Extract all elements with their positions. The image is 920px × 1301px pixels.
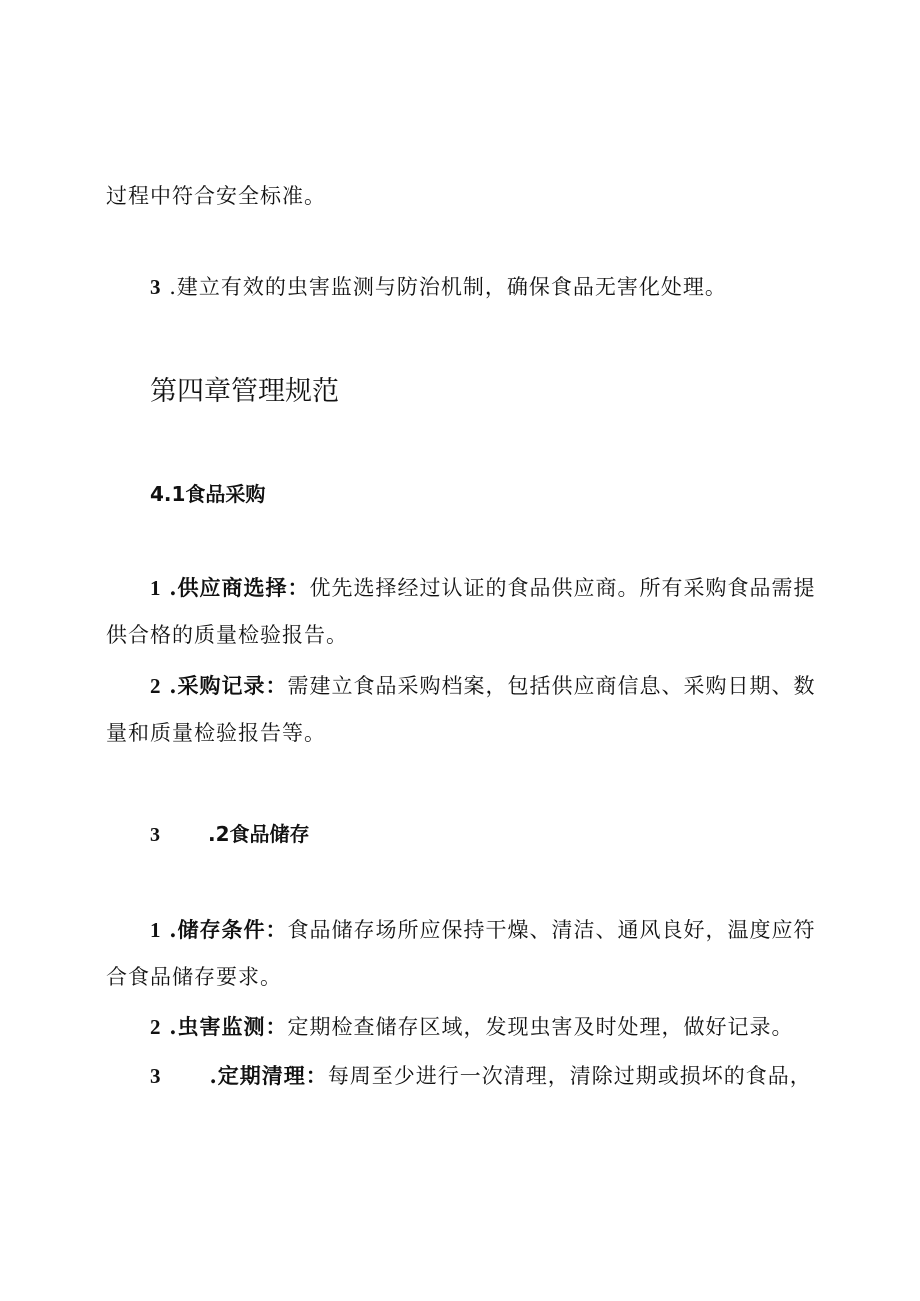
list-number: 3 <box>150 1064 162 1088</box>
list-number: 1 <box>150 576 162 600</box>
list-item-label: .采购记录： <box>169 673 288 698</box>
list-item-text: 需建立食品采购档案，包括供应商信息、采购日期、数 <box>287 674 816 698</box>
list-number: 2 <box>150 1015 162 1039</box>
list-number: 2 <box>150 674 162 698</box>
list-item-storage-condition-cont <box>106 962 282 992</box>
list-item-purchase-record-cont <box>106 718 326 748</box>
list-item-text: 定期检查储存区域，发现虫害及时处理，做好记录。 <box>287 1015 794 1039</box>
list-item-text: 优先选择经过认证的食品供应商。所有采购食品需提 <box>309 576 816 600</box>
section-title-4-2 <box>150 819 310 850</box>
list-number: 3 <box>150 275 162 299</box>
section-number: 3 <box>150 824 160 846</box>
list-item-text: 供合格的质量检验报告。 <box>106 623 348 647</box>
list-item-supplier-cont <box>106 620 348 650</box>
list-item-text: .建立有效的虫害监测与防治机制，确保食品无害化处理。 <box>169 275 727 299</box>
list-item-purchase-record <box>150 671 816 701</box>
list-item-label: .定期清理： <box>209 1063 328 1088</box>
section-title-text: .2食品储存 <box>208 822 310 846</box>
list-item-supplier <box>150 573 816 603</box>
chapter-title: 第四章管理规范 <box>150 376 339 407</box>
paragraph-text: 过程中符合安全标准。 <box>106 184 326 208</box>
list-item-label: .虫害监测： <box>169 1014 288 1039</box>
paragraph-continuation <box>106 181 326 211</box>
list-item-text: 合食品储存要求。 <box>106 965 282 989</box>
list-item-3 <box>150 272 727 302</box>
list-item-text: 量和质量检验报告等。 <box>106 721 326 745</box>
list-item-label: .供应商选择： <box>169 575 310 600</box>
list-number: 1 <box>150 918 162 942</box>
list-item-storage-condition <box>150 915 816 945</box>
list-item-label: .储存条件： <box>169 917 288 942</box>
list-item-text: 每周至少进行一次清理，清除过期或损坏的食品， <box>327 1064 812 1088</box>
list-item-pest-monitoring <box>150 1012 794 1042</box>
list-item-text: 食品储存场所应保持干燥、清洁、通风良好，温度应符 <box>287 918 816 942</box>
list-item-regular-cleaning <box>150 1061 812 1091</box>
section-title-4-1: 4.1食品采购 <box>150 482 266 506</box>
